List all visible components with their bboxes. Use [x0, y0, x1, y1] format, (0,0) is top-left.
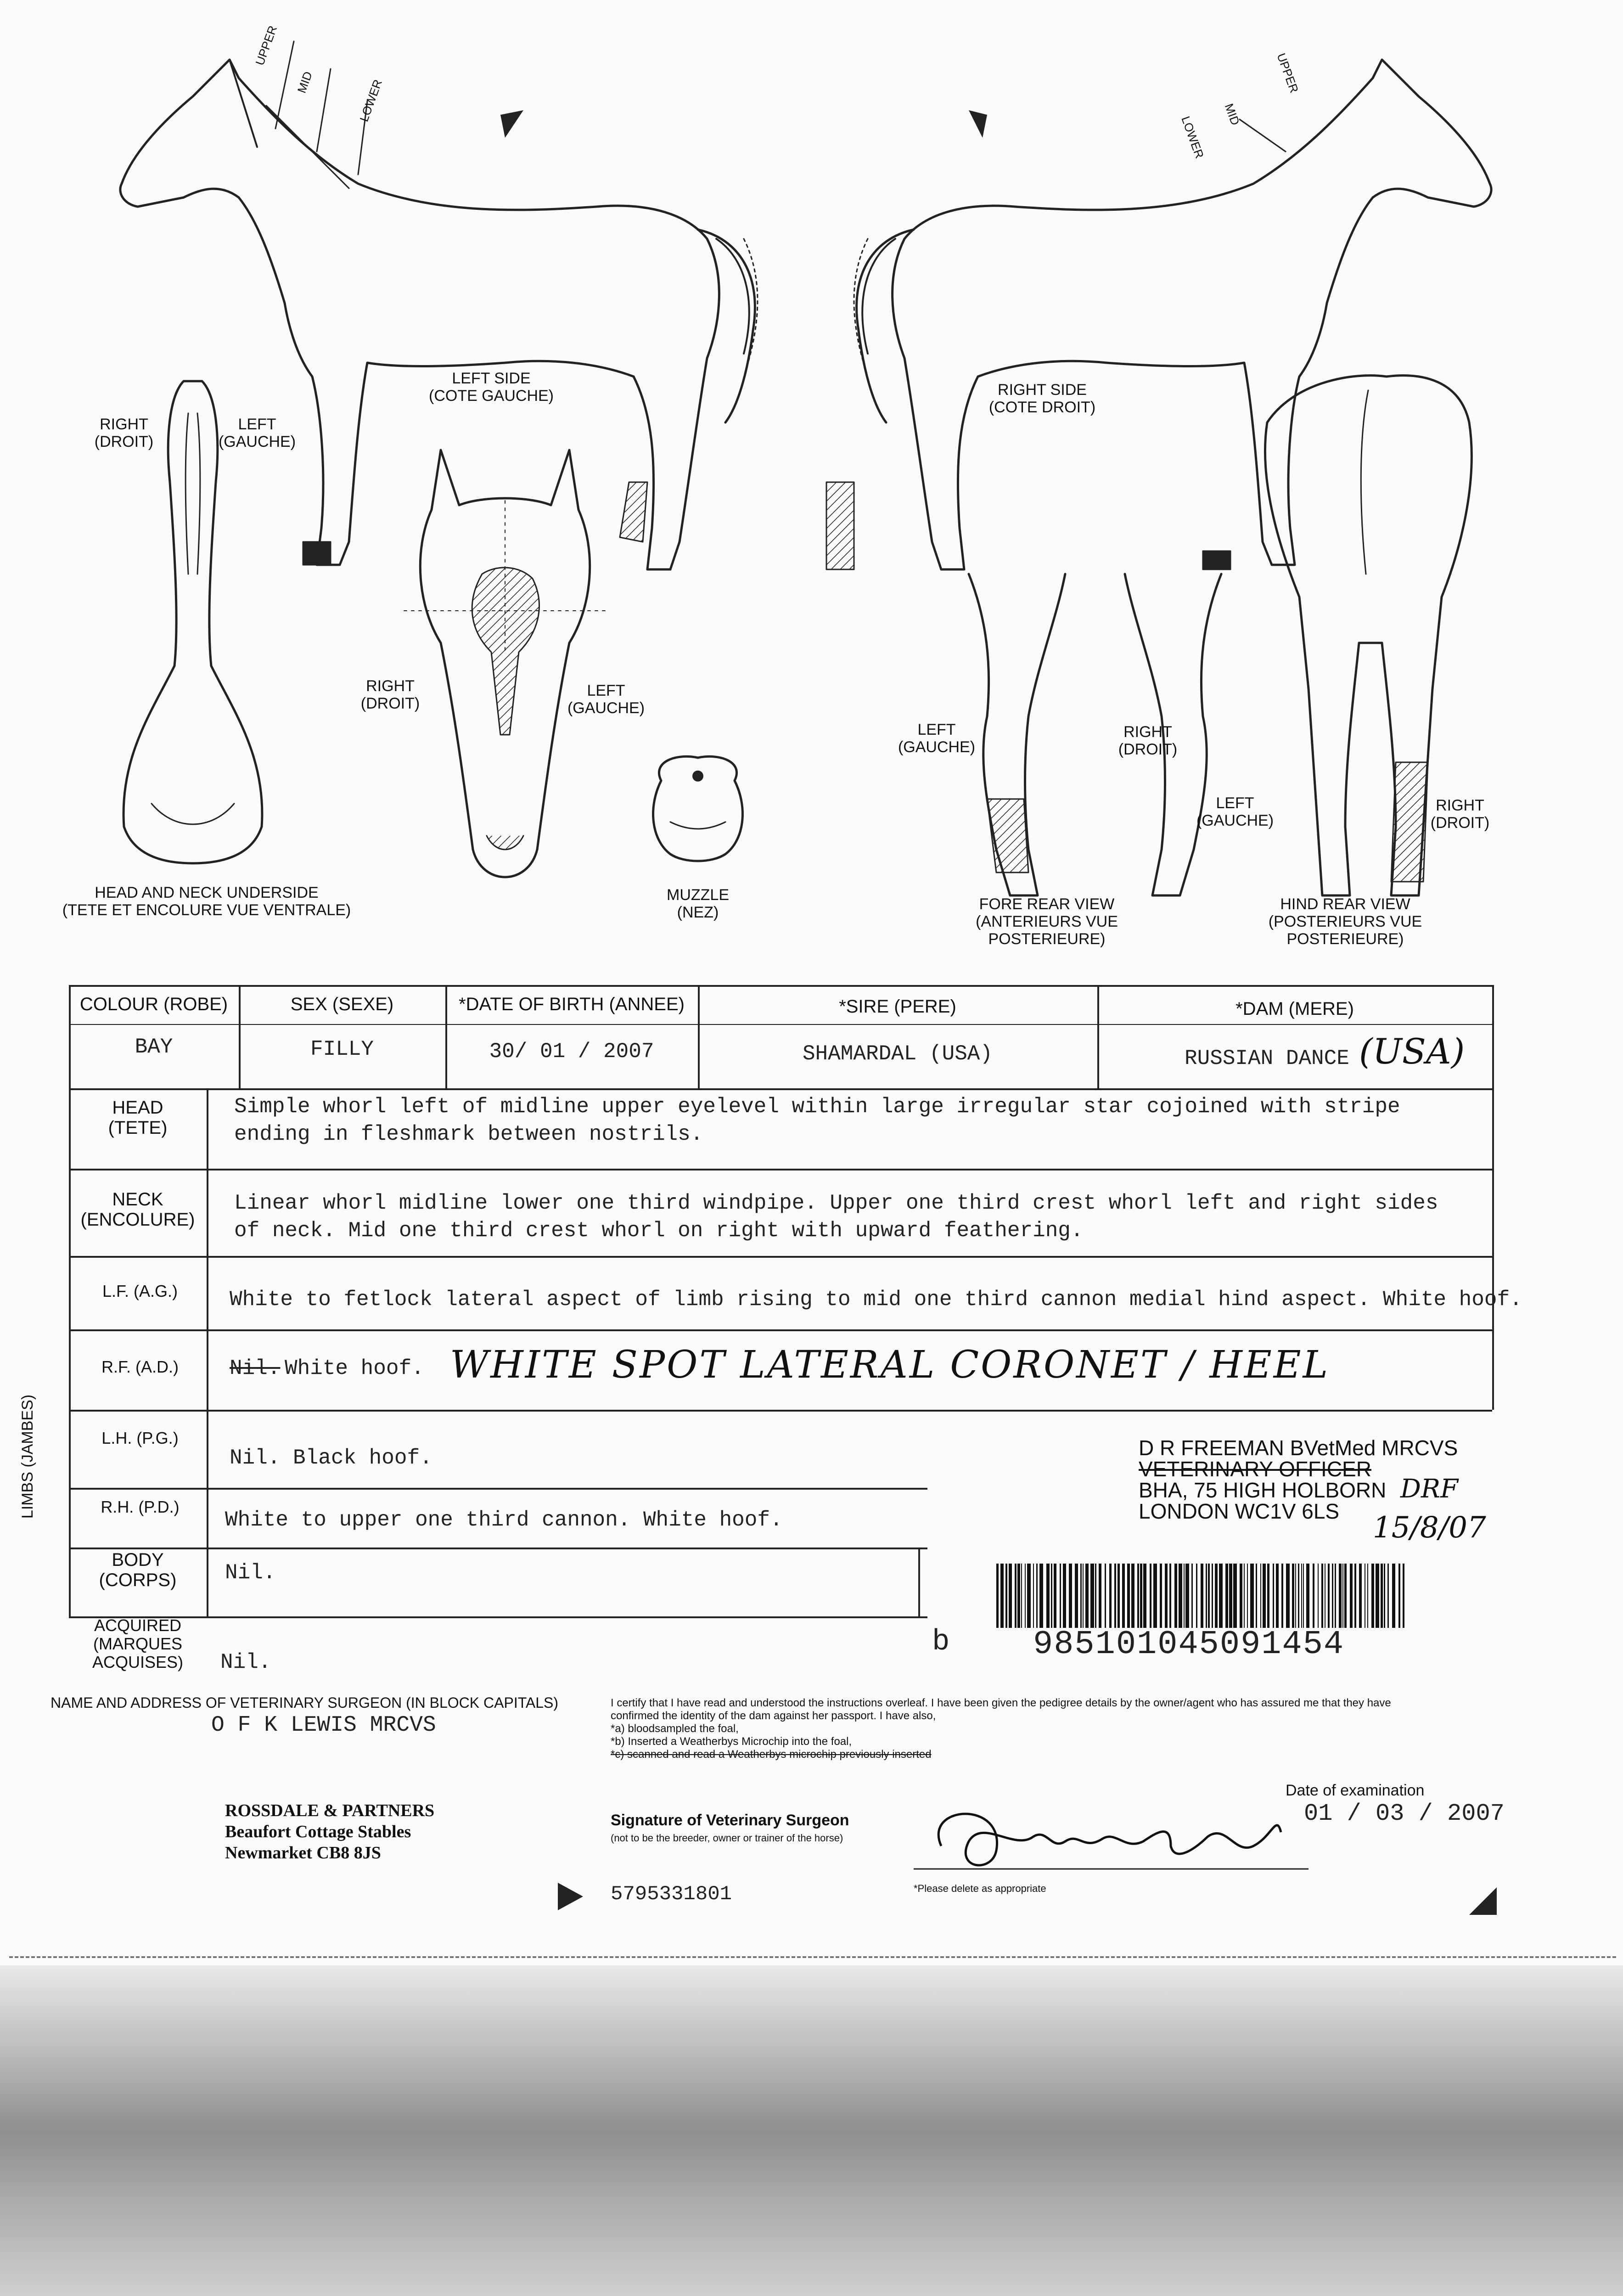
barcode-bar [1069, 1564, 1072, 1628]
barcode-bar [1321, 1564, 1323, 1628]
barcode-bar [1090, 1564, 1094, 1628]
hind-right-label: RIGHT (DROIT) [1430, 797, 1490, 832]
barcode-bar [1219, 1564, 1223, 1628]
stamp-initials-handwritten: DRF [1400, 1474, 1458, 1504]
neck-label: NECK (ENCOLURE) [80, 1189, 195, 1230]
barcode-bar [1398, 1564, 1400, 1628]
face-left-label: LEFT (GAUCHE) [567, 682, 645, 717]
barcode-bar [1080, 1564, 1082, 1628]
scan-shadow-area [0, 1965, 1623, 2296]
dam-country-handwritten: (USA) [1359, 1031, 1465, 1072]
face-right-label: RIGHT (DROIT) [360, 677, 420, 712]
triangle-marker-icon [1469, 1887, 1497, 1915]
barcode-bar [1342, 1564, 1343, 1628]
barcode-bar [1025, 1564, 1026, 1628]
barcode-bar [1328, 1564, 1330, 1628]
rf-markings: White hoof. [285, 1356, 424, 1380]
vet-address: ROSSDALE & PARTNERS Beaufort Cottage Stables Newmarket CB8 8JS [225, 1801, 435, 1863]
barcode-bar [1298, 1564, 1299, 1628]
barcode-bar [1332, 1564, 1333, 1628]
triangle-marker-icon [500, 110, 523, 138]
barcode-bar [1021, 1564, 1022, 1628]
fore-left-label: LEFT (GAUCHE) [898, 721, 976, 756]
hind-rear-caption: HIND REAR VIEW (POSTERIEURS VUE POSTERIEURE) [1268, 895, 1422, 948]
barcode-bar [1017, 1564, 1020, 1628]
page-separator [9, 1956, 1616, 1958]
barcode-bar [1286, 1564, 1290, 1628]
triangle-marker-icon [558, 1883, 583, 1910]
triangle-marker-icon [969, 110, 987, 138]
underside-drawing [124, 381, 262, 863]
barcode-bar [1015, 1564, 1016, 1628]
neck-label-lower-left: LOWER [357, 78, 385, 124]
barcode-bar [1229, 1564, 1232, 1628]
barcode-bar [1225, 1564, 1228, 1628]
barcode-bar [1306, 1564, 1309, 1628]
barcode-bar [1118, 1564, 1120, 1628]
sex-value: FILLY [310, 1037, 374, 1061]
barcode-bar [1039, 1564, 1043, 1628]
signature-scribble [914, 1795, 1309, 1878]
neck-label-mid-left: MID [294, 69, 315, 95]
barcode-bar [1083, 1564, 1084, 1628]
neck-label-upper-right: UPPER [1274, 51, 1302, 95]
barcode-bar [1233, 1564, 1237, 1628]
right-side-caption: RIGHT SIDE (COTE DROIT) [988, 381, 1096, 416]
barcode-bar [1109, 1564, 1112, 1628]
vet-name-label: NAME AND ADDRESS OF VETERINARY SURGEON (IN BLOCK CAPITALS) [51, 1694, 559, 1711]
barcode-bar [1281, 1564, 1283, 1628]
barcode-bar [1392, 1564, 1395, 1628]
barcode-bar [1295, 1564, 1296, 1628]
barcode-bar [1344, 1564, 1347, 1628]
barcode-bar [1150, 1564, 1151, 1628]
barcode-bar [1335, 1564, 1336, 1628]
lh-label: L.H. (P.G.) [101, 1429, 179, 1447]
neck-markings: Linear whorl midline lower one third windpipe. Upper one third crest whorl left and right sides of neck. Mid one third crest whorl on right with upward feathering. [234, 1191, 1438, 1243]
barcode-bar [1260, 1564, 1261, 1628]
dob-label: *DATE OF BIRTH (ANNEE) [459, 994, 685, 1014]
barcode-bar [1009, 1564, 1012, 1628]
barcode-bar [1179, 1564, 1182, 1628]
rf-handwritten-note: WHITE SPOT LATERAL CORONET / HEEL [450, 1343, 1330, 1387]
barcode-bar [1276, 1564, 1279, 1628]
barcode-bar [1201, 1564, 1203, 1628]
barcode-bar [1371, 1564, 1374, 1628]
barcode-bar [1318, 1564, 1319, 1628]
barcode-bar [1381, 1564, 1383, 1628]
barcode-icon [996, 1564, 1410, 1632]
sire-value: SHAMARDAL (USA) [802, 1042, 993, 1066]
neck-label-upper-left: UPPER [253, 23, 280, 68]
vet-name: O F K LEWIS MRCVS [211, 1713, 436, 1738]
barcode-bar [1127, 1564, 1130, 1628]
dam-label: *DAM (MERE) [1236, 999, 1354, 1019]
barcode-bar [1206, 1564, 1207, 1628]
barcode-bar [1099, 1564, 1101, 1628]
sex-label: SEX (SEXE) [290, 994, 394, 1014]
barcode-bar [1122, 1564, 1125, 1628]
barcode-bar [1301, 1564, 1302, 1628]
head-label: HEAD (TETE) [108, 1097, 168, 1138]
exam-date-label: Date of examination [1286, 1782, 1425, 1799]
barcode-bar [1354, 1564, 1356, 1628]
barcode-bar [1046, 1564, 1050, 1628]
barcode-bar [1244, 1564, 1245, 1628]
barcode-bar [1051, 1564, 1052, 1628]
barcode-bar [1250, 1564, 1254, 1628]
neck-label-lower-right: LOWER [1179, 114, 1207, 160]
barcode-bar [996, 1564, 999, 1628]
barcode-bar [1165, 1564, 1168, 1628]
hind-left-label: LEFT (GAUCHE) [1196, 794, 1274, 829]
delete-note: *Please delete as appropriate [914, 1883, 1046, 1894]
barcode-bar [1000, 1564, 1004, 1628]
neck-label-mid-right: MID [1222, 101, 1243, 127]
barcode-bar [1075, 1564, 1078, 1628]
dam-value: RUSSIAN DANCE [1185, 1047, 1349, 1070]
barcode-bar [1208, 1564, 1210, 1628]
head-markings: Simple whorl left of midline upper eyelevel within large irregular star cojoined with stripe ending in fleshmark between nostrils. [234, 1095, 1400, 1146]
barcode-bar [1303, 1564, 1304, 1628]
vet-officer-stamp: D R FREEMAN BVetMed MRCVS VETERINARY OFFICER BHA, 75 HIGH HOLBORN LONDON WC1V 6LS [1139, 1436, 1458, 1523]
barcode-bar [1143, 1564, 1146, 1628]
fore-right-label: RIGHT (DROIT) [1118, 723, 1178, 758]
muzzle-caption: MUZZLE (NEZ) [667, 886, 729, 921]
barcode-bar [1267, 1564, 1269, 1628]
signature-label: Signature of Veterinary Surgeon [611, 1812, 849, 1829]
microchip-barcode [996, 1564, 1410, 1632]
barcode-bar [1005, 1564, 1007, 1628]
barcode-bar [1256, 1564, 1257, 1628]
body-markings: Nil. [225, 1561, 276, 1585]
barcode-bar [1060, 1564, 1061, 1628]
barcode-bar [1095, 1564, 1096, 1628]
body-label: BODY (CORPS) [99, 1550, 177, 1590]
lf-markings: White to fetlock lateral aspect of limb rising to mid one third cannon medial hind aspect. White hoof. [230, 1288, 1522, 1311]
rf-struck-text: Nil. [230, 1356, 281, 1380]
acquired-label: ACQUIRED (MARQUES ACQUISES) [92, 1616, 184, 1671]
barcode-bar [1184, 1564, 1185, 1628]
barcode-bar [1403, 1564, 1404, 1628]
dob-value: 30/ 01 / 2007 [489, 1040, 654, 1064]
barcode-bar [1085, 1564, 1089, 1628]
fore-rear-caption: FORE REAR VIEW (ANTERIEURS VUE POSTERIEURE) [976, 895, 1118, 948]
signature-note: (not to be the breeder, owner or trainer of the horse) [611, 1832, 843, 1844]
left-side-caption: LEFT SIDE (COTE GAUCHE) [429, 370, 554, 405]
muzzle-drawing [653, 756, 743, 861]
lh-markings: Nil. Black hoof. [230, 1446, 432, 1470]
rh-markings: White to upper one third cannon. White hoof. [225, 1508, 783, 1532]
limbs-label: LIMBS (JAMBES) [19, 1394, 36, 1519]
barcode-bar [1054, 1564, 1056, 1628]
horse-diagrams [0, 0, 1623, 987]
vet-certification: I certify that I have read and understood the instructions overleaf. I have been given the pedigree details by the owner/agent who has assured me that they have confirmed the identity of the dam against her passport. I have also, *a) bloodsampled the foal, *b) Inserted a Weatherbys Microchip into the foal, *c) scanned and read a Weatherbys microchip previously inserted [611, 1697, 1391, 1761]
barcode-bar [1114, 1564, 1116, 1628]
rh-label: R.H. (P.D.) [101, 1497, 180, 1516]
barcode-bar [1140, 1564, 1142, 1628]
barcode-bar [1367, 1564, 1368, 1628]
barcode-bar [1339, 1564, 1342, 1628]
sire-label: *SIRE (PERE) [839, 996, 956, 1017]
barcode-bar [1174, 1564, 1177, 1628]
lf-label: L.F. (A.G.) [102, 1282, 178, 1300]
barcode-bar [1027, 1564, 1031, 1628]
microchip-prefix: b [932, 1626, 950, 1659]
exam-date-value: 01 / 03 / 2007 [1304, 1800, 1505, 1827]
barcode-bar [1160, 1564, 1162, 1628]
underside-right-label: RIGHT (DROIT) [94, 416, 154, 450]
underside-caption: HEAD AND NECK UNDERSIDE (TETE ET ENCOLURE VUE VENTRALE) [62, 884, 351, 919]
barcode-bar [1313, 1564, 1314, 1628]
barcode-bar [1153, 1564, 1157, 1628]
barcode-bar [1212, 1564, 1213, 1628]
barcode-bar [1263, 1564, 1266, 1628]
colour-value: BAY [135, 1035, 173, 1059]
barcode-bar [1191, 1564, 1193, 1628]
barcode-bar [1350, 1564, 1353, 1628]
barcode-bar [1384, 1564, 1385, 1628]
barcode-bar [1273, 1564, 1274, 1628]
barcode-bar [1292, 1564, 1294, 1628]
barcode-bar [1376, 1564, 1379, 1628]
form-number: 5795331801 [611, 1883, 732, 1906]
stamp-date-handwritten: 15/8/07 [1373, 1511, 1486, 1545]
barcode-bar [1033, 1564, 1034, 1628]
barcode-bar [1137, 1564, 1139, 1628]
barcode-bar [1063, 1564, 1066, 1628]
acquired-markings: Nil. [220, 1650, 271, 1674]
barcode-bar [1215, 1564, 1218, 1628]
barcode-bar [1131, 1564, 1134, 1628]
barcode-bar [1105, 1564, 1106, 1628]
face-drawing [404, 450, 606, 877]
barcode-bar [1036, 1564, 1038, 1628]
barcode-bar [1196, 1564, 1197, 1628]
barcode-bar [1359, 1564, 1362, 1628]
barcode-bar [1247, 1564, 1248, 1628]
microchip-number: 985101045091454 [1033, 1626, 1345, 1663]
colour-label: COLOUR (ROBE) [79, 994, 228, 1014]
barcode-bar [1240, 1564, 1242, 1628]
right-side-horse-drawing [854, 60, 1491, 569]
barcode-bar [1169, 1564, 1171, 1628]
barcode-bar [1387, 1564, 1389, 1628]
rf-label: R.F. (A.D.) [101, 1357, 179, 1376]
underside-left-label: LEFT (GAUCHE) [218, 416, 296, 450]
barcode-bar [1185, 1564, 1189, 1628]
